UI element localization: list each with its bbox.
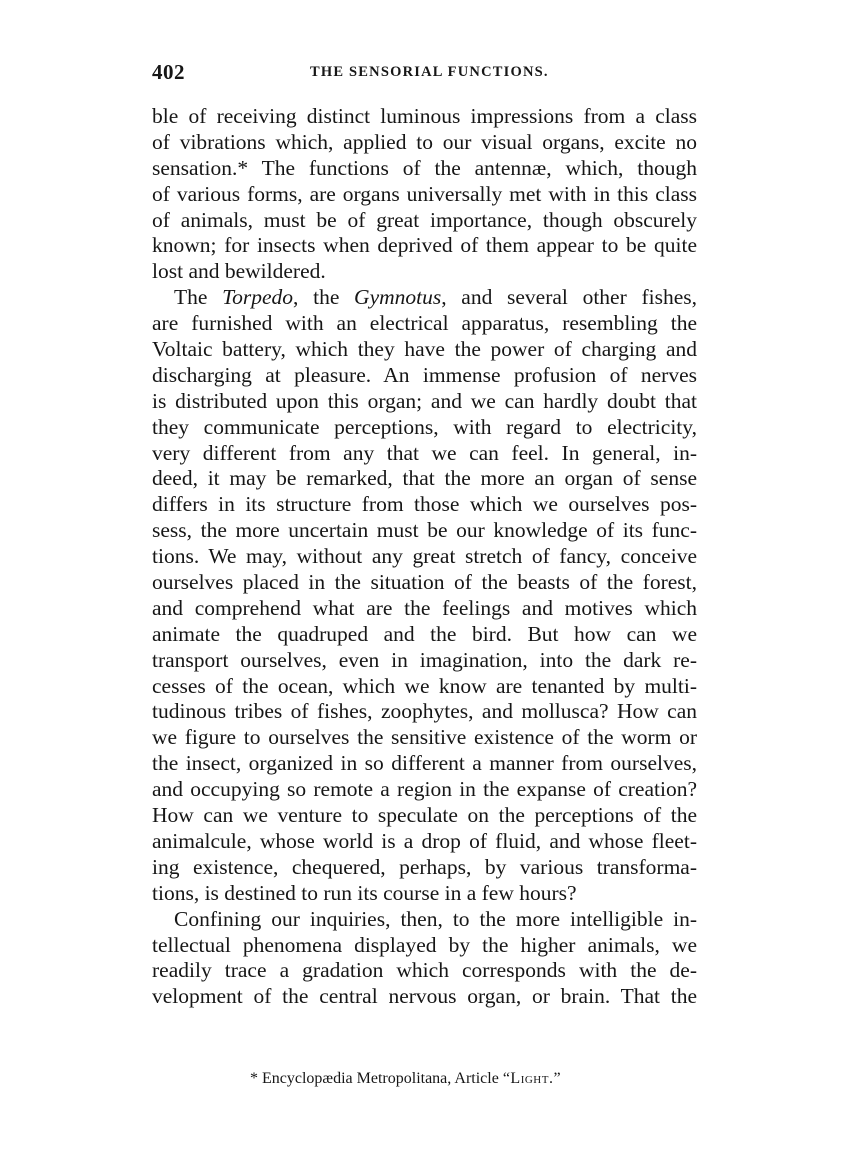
text-line: tudinous tribes of fishes, zoophytes, and mollusca? How can xyxy=(152,699,697,724)
text-line: of various forms, are organs universally met with in this class xyxy=(152,181,697,206)
footnote-article: “Light.” xyxy=(502,1070,562,1087)
text-line: discharging at pleasure. An immense profusion of nerves xyxy=(152,362,697,387)
footnote-marker: * xyxy=(250,1070,258,1087)
text-line: cesses of the ocean, which we know are tenanted by multi- xyxy=(152,673,697,698)
text-line: sensation.* The functions of the antennæ, which, though xyxy=(152,155,697,180)
text-line: deed, it may be remarked, that the more an organ of sense xyxy=(152,466,697,491)
text-line: ing existence, chequered, perhaps, by various transforma- xyxy=(152,854,697,879)
text-line: sess, the more uncertain must be our knowledge of its func- xyxy=(152,518,697,543)
running-head xyxy=(152,60,697,84)
text-line: of animals, must be of great importance, though obscurely xyxy=(152,207,697,232)
text-line: tions. We may, without any great stretch of fancy, conceive xyxy=(152,544,697,569)
text-line: the insect, organized in so different a manner from ourselves, xyxy=(152,751,697,776)
text-line: of vibrations which, applied to our visual organs, excite no xyxy=(152,129,697,154)
text-line: transport ourselves, even in imagination, into the dark re- xyxy=(152,647,697,672)
running-title: THE SENSORIAL FUNCTIONS. xyxy=(310,64,549,80)
text-line: known; for insects when deprived of them appear to be quite xyxy=(152,233,697,258)
text-line: Voltaic battery, which they have the power of charging and xyxy=(152,337,697,362)
text-line: very different from any that we can feel. In general, in- xyxy=(152,440,697,465)
text-line: animate the quadruped and the bird. But how can we xyxy=(152,621,697,646)
paragraph-first-line: The Torpedo, the Gymnotus, and several other fishes, xyxy=(174,285,697,310)
text-line: lost and bewildered. xyxy=(152,259,326,284)
paragraph-first-line: Confining our inquiries, then, to the more intelligible in- xyxy=(174,906,697,931)
text-line: are furnished with an electrical apparatus, resembling the xyxy=(152,311,697,336)
page-number: 402 xyxy=(152,60,185,84)
footnote xyxy=(250,1070,650,1088)
text-line: velopment of the central nervous organ, or brain. That the xyxy=(152,984,697,1009)
text-line: tions, is destined to run its course in a few hours? xyxy=(152,880,577,905)
text-line: ble of receiving distinct luminous impressions from a class xyxy=(152,104,697,128)
text-line: differs in its structure from those which we ourselves pos- xyxy=(152,492,697,517)
text-line: is distributed upon this organ; and we can hardly doubt that xyxy=(152,388,697,413)
text-line: and occupying so remote a region in the expanse of creation? xyxy=(152,777,697,802)
body-text xyxy=(152,104,697,1010)
footnote-text: Encyclopædia Metropolitana, Article xyxy=(262,1070,499,1087)
text-line: How can we venture to speculate on the perceptions of the xyxy=(152,803,697,828)
text-line: tellectual phenomena displayed by the higher animals, we xyxy=(152,932,697,957)
text-line: and comprehend what are the feelings and motives which xyxy=(152,595,697,620)
text-line: animalcule, whose world is a drop of fluid, and whose fleet- xyxy=(152,828,697,853)
text-line: they communicate perceptions, with regard to electricity, xyxy=(152,414,697,439)
text-line: we figure to ourselves the sensitive existence of the worm or xyxy=(152,725,697,750)
text-line: readily trace a gradation which corresponds with the de- xyxy=(152,958,697,983)
text-line: ourselves placed in the situation of the beasts of the forest, xyxy=(152,570,697,595)
